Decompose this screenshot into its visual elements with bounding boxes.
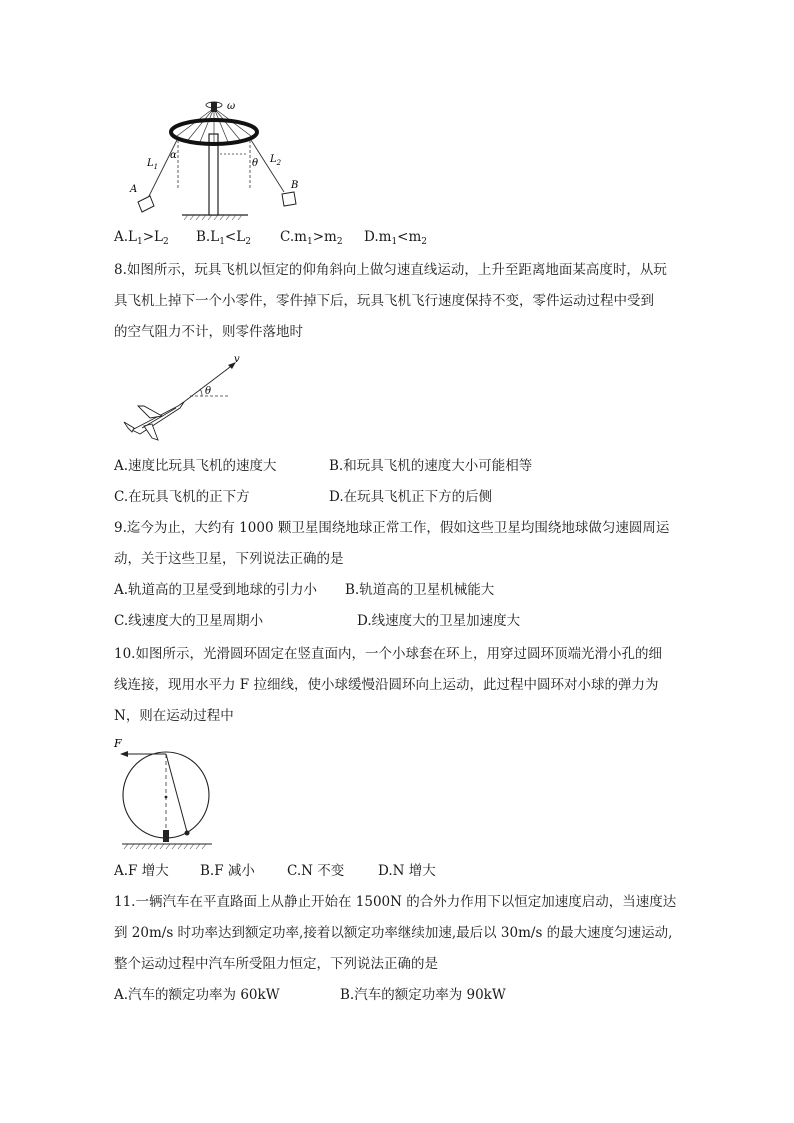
ball (185, 831, 190, 836)
q8-option-d: D.在玩具飞机正下方的后侧 (329, 489, 493, 505)
q7-figure (110, 96, 330, 224)
q9-text-line: 9.迄今为止，大约有 1000 颗卫星围绕地球正常工作，假如这些卫星均围绕地球做匀速圆周运 (114, 520, 670, 536)
q7-option-d: $D.m_1<m_2$ (364, 229, 428, 247)
q7-option-a: $A.L_1>L_2$ (114, 229, 169, 247)
q10-option-b: B.F 减小 (200, 863, 255, 879)
q11-text-line: 整个运动过程中汽车所受阻力恒定，下列说法正确的是 (114, 956, 438, 972)
q11-option-b: B.汽车的额定功率为 90kW (340, 987, 506, 1003)
q9-option-c: C.线速度大的卫星周期小 (114, 613, 264, 629)
label-b: B (291, 180, 299, 191)
toy-plane-icon (124, 402, 184, 440)
force-arrow-icon (120, 751, 128, 757)
q9-option-b: B.轨道高的卫星机械能大 (345, 582, 495, 598)
q8-figure (118, 352, 248, 444)
q9-text-line: 动，关于这些卫星，下列说法正确的是 (114, 551, 344, 567)
q9-option-d: D.线速度大的卫星加速度大 (357, 613, 521, 629)
label-theta: θ (252, 158, 259, 169)
q11-text-line: 到 20m/s 时功率达到额定功率,接着以额定功率继续加速,最后以 30m/s 的最大速度匀速运动, (114, 925, 673, 941)
q7-option-b: $B.L_1<L_2$ (196, 229, 251, 247)
q10-option-d: D.N 增大 (378, 863, 436, 879)
q7-option-c: $C.m_1>m_2$ (280, 229, 343, 247)
q10-option-a: A.F 增大 (114, 863, 169, 879)
q11-option-a: A.汽车的额定功率为 60kW (114, 987, 280, 1003)
q8-text-line: 具飞机上掉下一个小零件，零件掉下后，玩具飞机飞行速度保持不变，零件运动过程中受到 (114, 293, 654, 309)
q8-text-line: 的空气阻力不计，则零件落地时 (114, 324, 303, 340)
label-l2: $L_2$ (270, 154, 282, 167)
q8-text-line: 8.如图所示，玩具飞机以恒定的仰角斜向上做匀速直线运动，上升至距离地面某高度时，从玩 (114, 262, 667, 278)
q8-option-a: A.速度比玩具飞机的速度大 (114, 458, 277, 474)
q8-option-c: C.在玩具飞机的正下方 (114, 489, 250, 505)
label-l1: $L_1$ (147, 158, 159, 171)
label-alpha: α (170, 150, 177, 161)
label-a: A (130, 184, 138, 195)
weight-b (282, 192, 296, 206)
label-theta: θ (205, 386, 212, 397)
q8-option-b: B.和玩具飞机的速度大小可能相等 (329, 458, 533, 474)
label-v: v (234, 354, 240, 365)
weight-a (138, 196, 154, 212)
q10-option-c: C.N 不变 (287, 863, 345, 879)
q11-text-line: 11.一辆汽车在平直路面上从静止开始在 1500N 的合外力作用下以恒定加速度启动，当速度达 (114, 894, 677, 910)
label-f: F (114, 737, 122, 750)
q10-text-line: 10.如图所示，光滑圆环固定在竖直面内，一个小球套在环上，用穿过圆环顶端光滑小孔的细 (114, 646, 662, 662)
q10-text-line: N，则在运动过程中 (114, 708, 234, 724)
q10-figure (110, 734, 220, 854)
omega-label: ω (227, 101, 236, 112)
q9-option-a: A.轨道高的卫星受到地球的引力小 (114, 582, 318, 598)
q10-text-line: 线连接，现用水平力 F 拉细线，使小球缓慢沿圆环向上运动，此过程中圆环对小球的弹力为 (114, 677, 659, 693)
